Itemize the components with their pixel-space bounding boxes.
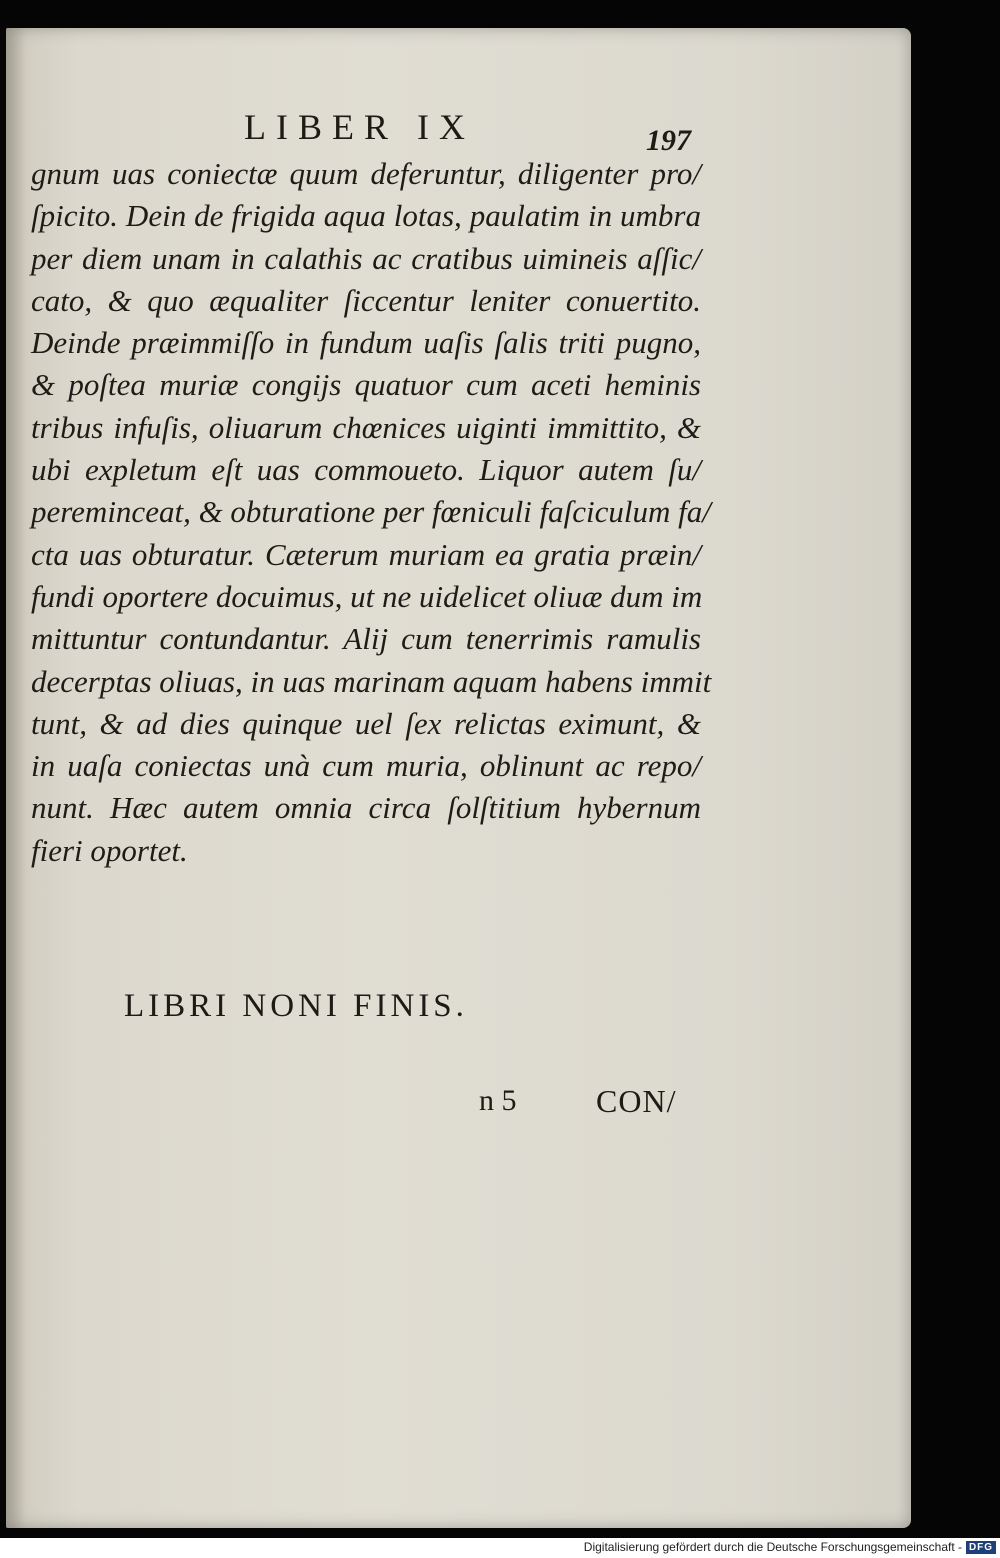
dfg-logo-icon: DFG [966, 1541, 996, 1554]
text-line: cta uas obturatur. Cæterum muriam ea gratia præin/ [31, 536, 701, 572]
page-number: 197 [646, 124, 691, 157]
text-line: fundi oportere docuimus, ut ne uidelicet oliuæ dum im [31, 578, 703, 614]
text-line: tribus infuſis, oliuarum chœnices uiginti immittito, & [31, 409, 701, 445]
text-line: fieri oportet. [31, 832, 188, 868]
text-line: nunt. Hæc autem omnia circa ſolſtitium hybernum [31, 790, 701, 826]
footer-credit: Digitalisierung gefördert durch die Deutsche Forschungsgemeinschaft - [583, 1540, 962, 1554]
text-line: pereminceat, & obturatione per fœniculi faſciculum fa/ [31, 494, 711, 530]
body-text [31, 153, 721, 872]
text-line: Deinde præimmiſſo in fundum uaſis ſalis triti pugno, [31, 325, 701, 361]
page-content [6, 28, 911, 1528]
text-line: per diem unam in calathis ac cratibus uimineis aſſic/ [31, 240, 701, 276]
text-line: mittuntur contundantur. Alij cum tenerrimis ramulis [31, 621, 701, 657]
text-line: decerptas oliuas, in uas marinam aquam habens immit [31, 663, 712, 699]
text-line: tunt, & ad dies quinque uel ſex relictas eximunt, & [31, 705, 701, 741]
text-line: gnum uas coniectæ quum deferuntur, diligenter pro/ [31, 156, 701, 191]
text-line: & poſtea muriæ congijs quatuor cum aceti heminis [31, 367, 701, 403]
running-head: LIBER IX [244, 107, 475, 147]
text-line: ſpicito. Dein de frigida aqua lotas, paulatim in umbra [31, 198, 701, 234]
book-page [6, 28, 911, 1528]
signature-mark: n 5 [479, 1084, 517, 1117]
text-line: ubi expletum eſt uas commoueto. Liquor autem ſu/ [31, 452, 701, 488]
text-line: cato, & quo æqualiter ſiccentur leniter conuertito. [31, 282, 701, 318]
text-line: in uaſa coniectas unà cum muria, oblinunt ac repo/ [31, 748, 701, 784]
footer-bar [0, 1538, 1000, 1558]
catchword: CON/ [596, 1083, 677, 1119]
book-end-title: LIBRI NONI FINIS. [124, 988, 468, 1024]
